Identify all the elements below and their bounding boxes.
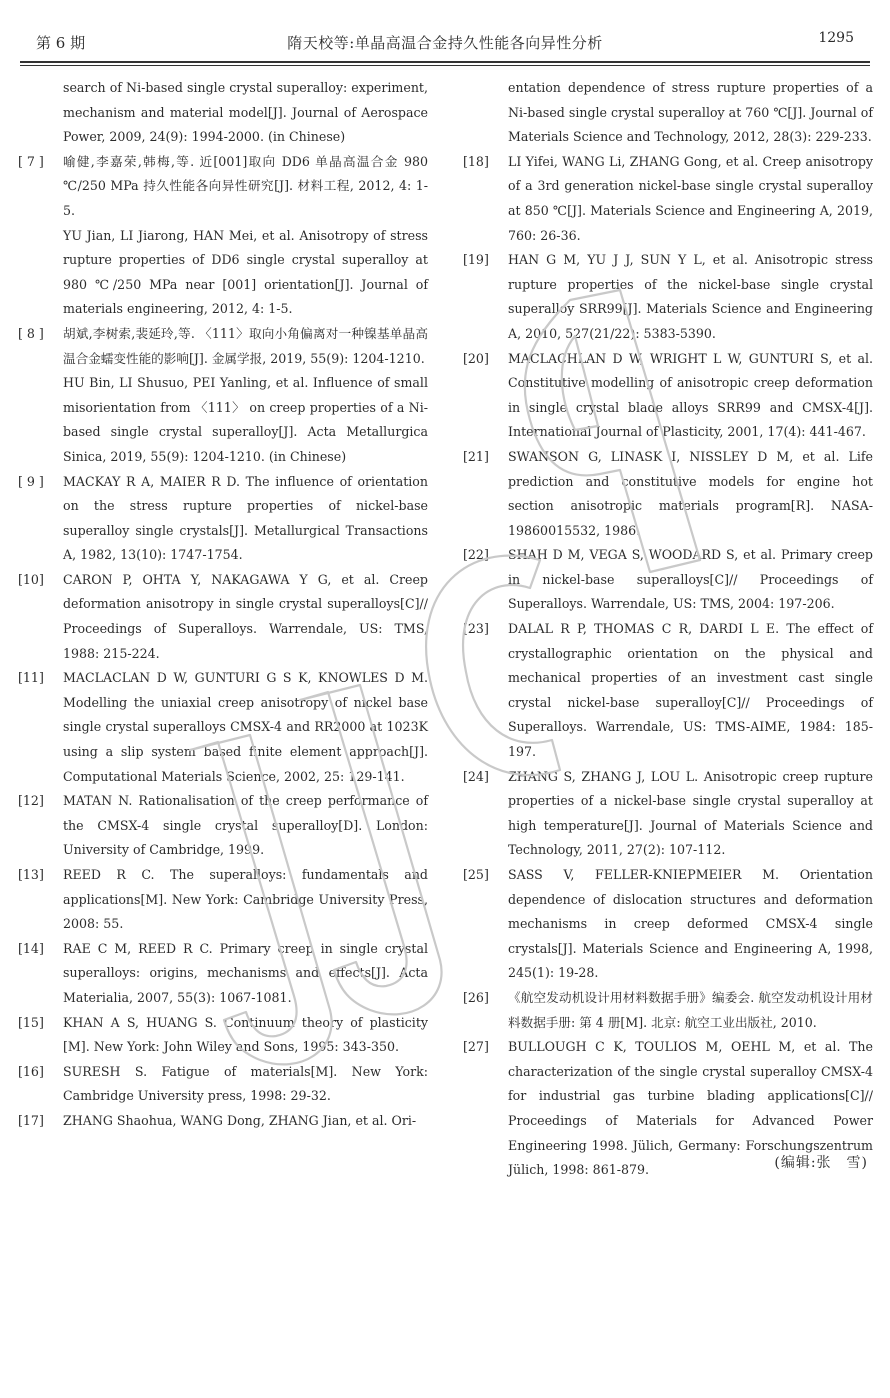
header-rule-thick (20, 61, 870, 63)
reference-text: CARON P, OHTA Y, NAKAGAWA Y G, et al. Creep deformation anisotropy in single crystal superalloys[C]// Proceedings of Superalloys. Warrendale, US: TMS, 1988: 215-224. (63, 571, 428, 661)
reference-number: [16] (18, 1063, 44, 1079)
reference-number: [20] (463, 350, 489, 366)
reference-number: [19] (463, 252, 489, 268)
reference-continuation: entation dependence of stress rupture properties of a Ni-based single crystal superalloy at 760 ℃[J]. Journal of Materials Science and Technology, 2012, 28(3): 229-233. (508, 80, 873, 145)
reference-entry (463, 863, 873, 986)
reference-entry (463, 986, 873, 1035)
editor-credit: (编辑:张 雪) (774, 1155, 868, 1171)
reference-entry (18, 666, 428, 789)
running-title: 隋天校等:单晶高温合金持久性能各向异性分析 (287, 34, 603, 52)
reference-text: REED R C. The superalloys: fundamentals and applications[M]. New York: Cambridge University Press, 2008: 55. (63, 867, 428, 932)
reference-text: SWANSON G, LINASK I, NISSLEY D M, et al. Life prediction and constitutive models for engine hot section anisotropic materials program[R]. NASA-19860015532, 1986. (508, 448, 873, 538)
reference-text: SASS V, FELLER-KNIEPMEIER M. Orientation dependence of dislocation structures and deformation mechanisms in creep deformed CMSX-4 single crystals[J]. Materials Science and Engineering A, 1998, 245(1): 19-28. (508, 867, 873, 981)
reference-translation: YU Jian, LI Jiarong, HAN Mei, et al. Anisotropy of stress rupture properties of DD6 single crystal superalloy at 980 ℃/250 MPa near [001] orientation[J]. Journal of materials engineering, 2012, 4: 1-5. (63, 227, 428, 317)
reference-list-right (463, 150, 873, 1183)
reference-entry (463, 150, 873, 248)
reference-list-left (18, 150, 428, 1134)
reference-text: BULLOUGH C K, TOULIOS M, OEHL M, et al. The characterization of the single crystal superalloy CMSX-4 for industrial gas turbine blading applications[C]// Proceedings of Materials for Advanced Power Engineering 1998. Jülich, Germany: Forschungszentrum Jülich, 1998: 861-879. (508, 1039, 873, 1178)
reference-number: [15] (18, 1014, 44, 1030)
running-header (20, 30, 870, 56)
reference-text: MATAN N. Rationalisation of the creep performance of the CMSX-4 single crystal superalloy[D]. London: University of Cambridge, 1999. (63, 793, 428, 858)
reference-entry (463, 445, 873, 543)
reference-entry (463, 248, 873, 346)
reference-number: [ 7 ] (18, 153, 44, 169)
reference-continuation: search of Ni-based single crystal superalloy: experiment, mechanism and material model[J]. Journal of Aerospace Power, 2009, 24(9): 1994-2000. (in Chinese) (63, 80, 428, 145)
reference-translation: HU Bin, LI Shusuo, PEI Yanling, et al. Influence of small misorientation from 〈111〉 on creep properties of a Ni-based single crystal superalloy[J]. Acta Metallurgica Sinica, 2019, 55(9): 1204-1210. (in Chinese) (63, 375, 428, 464)
right-column (463, 76, 873, 1183)
reference-entry (18, 937, 428, 1011)
reference-entry (463, 617, 873, 765)
reference-entry (18, 863, 428, 937)
reference-text: KHAN A S, HUANG S. Continuum theory of plasticity [M]. New York: John Wiley and Sons, 1995: 343-350. (63, 1014, 428, 1055)
reference-entry (18, 322, 428, 470)
reference-entry (18, 470, 428, 568)
reference-text: HAN G M, YU J J, SUN Y L, et al. Anisotropic stress rupture properties of the nickel-base single crystal superalloy SRR99[J]. Materials Science and Engineering A, 2010, 527(21/22): 5383-5390. (508, 252, 873, 341)
reference-entry (463, 543, 873, 617)
reference-entry (18, 789, 428, 863)
reference-entry (463, 765, 873, 863)
reference-number: [14] (18, 940, 44, 956)
reference-text: MACKAY R A, MAIER R D. The influence of orientation on the stress rupture properties of nickel-base superalloy single crystals[J]. Metallurgical Transactions A, 1982, 13(10): 1747-1754. (63, 473, 428, 563)
reference-number: [12] (18, 793, 44, 809)
reference-number: [13] (18, 867, 44, 882)
reference-entry (18, 150, 428, 322)
reference-number: [17] (18, 1112, 44, 1128)
left-column (18, 76, 428, 1134)
reference-number: [ 9 ] (18, 473, 44, 489)
issue-number: 第 6 期 (36, 34, 86, 52)
reference-number: [26] (463, 989, 489, 1005)
reference-text: 喻健,李嘉荣,韩梅,等. 近[001]取向 DD6 单晶高温合金 980 ℃/250 MPa 持久性能各向异性研究[J]. 材料工程, 2012, 4: 1-5. (63, 153, 428, 218)
reference-text: LI Yifei, WANG Li, ZHANG Gong, et al. Creep anisotropy of a 3rd generation nickel-base single crystal superalloy at 850 ℃[J]. Materials Science and Engineering A, 2019, 760: 26-36. (508, 153, 873, 243)
reference-number: [25] (463, 867, 489, 882)
reference-entry (18, 1011, 428, 1060)
reference-entry (18, 568, 428, 666)
reference-text: SHAH D M, VEGA S, WOODARD S, et al. Primary creep in nickel-base superalloys[C]// Proceedings of Superalloys. Warrendale, US: TMS, 2004: 197-206. (508, 547, 873, 612)
reference-entry (18, 1060, 428, 1109)
reference-number: [24] (463, 768, 489, 784)
reference-text: SURESH S. Fatigue of materials[M]. New York: Cambridge University press, 1998: 29-32. (63, 1063, 428, 1104)
reference-text: RAE C M, REED R C. Primary creep in single crystal superalloys: origins, mechanisms and effects[J]. Acta Materialia, 2007, 55(3): 1067-1081. (63, 940, 428, 1005)
reference-text: 胡斌,李树索,裴延玲,等. 〈111〉取向小角偏离对一种镍基单晶高温合金蠕变性能的影响[J]. 金属学报, 2019, 55(9): 1204-1210. (63, 325, 428, 366)
reference-number: [ 8 ] (18, 325, 44, 341)
reference-text: ZHANG S, ZHANG J, LOU L. Anisotropic creep rupture properties of a nickel-base single crystal superalloy at high temperature[J]. Journal of Materials Science and Technology, 2011, 27(2): 107-112. (508, 768, 873, 858)
reference-text: MACLACHLAN D W, WRIGHT L W, GUNTURI S, et al. Constitutive modelling of anisotropic creep deformation in single crystal blade alloys SRR99 and CMSX-4[J]. International Journal of Plasticity, 2001, 17(4): 441-467. (508, 350, 873, 440)
reference-number: [18] (463, 153, 489, 169)
reference-number: [11] (18, 670, 44, 686)
reference-text: ZHANG Shaohua, WANG Dong, ZHANG Jian, et al. Ori- (63, 1112, 417, 1128)
reference-number: [10] (18, 571, 44, 587)
reference-entry (18, 1109, 428, 1134)
reference-number: [23] (463, 621, 489, 637)
reference-number: [22] (463, 547, 489, 563)
page-number: 1295 (818, 30, 854, 46)
reference-text: 《航空发动机设计用材料数据手册》编委会. 航空发动机设计用材料数据手册: 第 4 册[M]. 北京: 航空工业出版社, 2010. (508, 989, 873, 1030)
reference-entry (463, 347, 873, 445)
reference-number: [21] (463, 448, 489, 464)
reference-text: DALAL R P, THOMAS C R, DARDI L E. The effect of crystallographic orientation on the physical and mechanical properties of an investment cast single crystal nickel-base superalloy[C]// Proceedings of Superalloys. Warrendale, US: TMS-AIME, 1984: 185-197. (508, 621, 873, 760)
reference-text: MACLACLAN D W, GUNTURI G S K, KNOWLES D M. Modelling the uniaxial creep anisotropy of nickel base single crystal superalloys CMSX-4 and RR2000 at 1023K using a slip system based finite element approach[J]. Computational Materials Science, 2002, 25: 129-141. (63, 670, 428, 784)
reference-number: [27] (463, 1039, 489, 1055)
header-rule-thin (20, 65, 870, 66)
